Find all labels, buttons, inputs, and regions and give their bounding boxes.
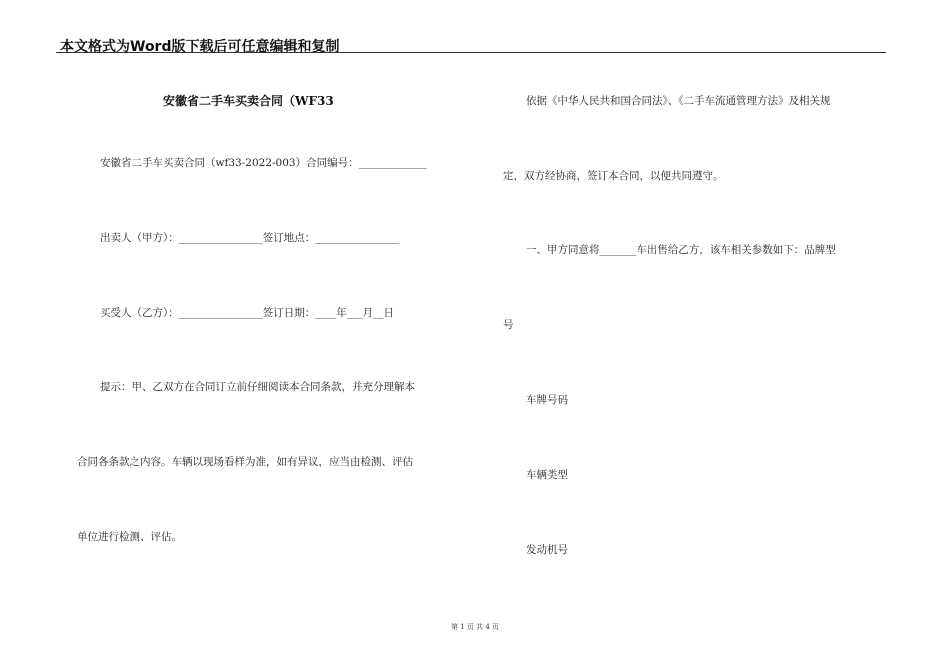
clause-one-continuation: 号: [503, 319, 514, 331]
page-footer: 第 1 页 共 4 页: [450, 623, 500, 631]
contract-title: 安徽省二手车买卖合同（WF33: [163, 94, 334, 108]
notice-line-2: 合同各条款之内容。车辆以现场看样为准，如有异议，应当由检测、评估: [77, 456, 413, 468]
basis-line-1: 依据《中华人民共和国合同法》、《二手车流通管理方法》及相关规: [526, 95, 831, 107]
vehicle-type-label: 车辆类型: [526, 469, 568, 481]
seller-line: 出卖人（甲方）：________________签订地点：________________: [100, 232, 400, 244]
buyer-line: 买受人（乙方）：________________签订日期：____年___月__日: [100, 307, 394, 319]
contract-number-line: 安徽省二手车买卖合同（wf33-2022-003）合同编号：_____________: [100, 157, 427, 169]
notice-line-1: 提示：甲、乙双方在合同订立前仔细阅读本合同条款，并充分理解本: [100, 381, 415, 393]
header-divider: [56, 52, 886, 53]
document-header-title: 本文格式为Word版下载后可任意编辑和复制: [60, 39, 340, 55]
clause-one-line: 一、甲方同意将_______车出售给乙方，该车相关参数如下：品牌型: [526, 244, 836, 256]
engine-number-label: 发动机号: [526, 544, 568, 556]
plate-number-label: 车牌号码: [526, 394, 568, 406]
notice-line-3: 单位进行检测、评估。: [77, 531, 182, 543]
basis-line-2: 定，双方经协商，签订本合同，以便共同遵守。: [503, 170, 724, 182]
